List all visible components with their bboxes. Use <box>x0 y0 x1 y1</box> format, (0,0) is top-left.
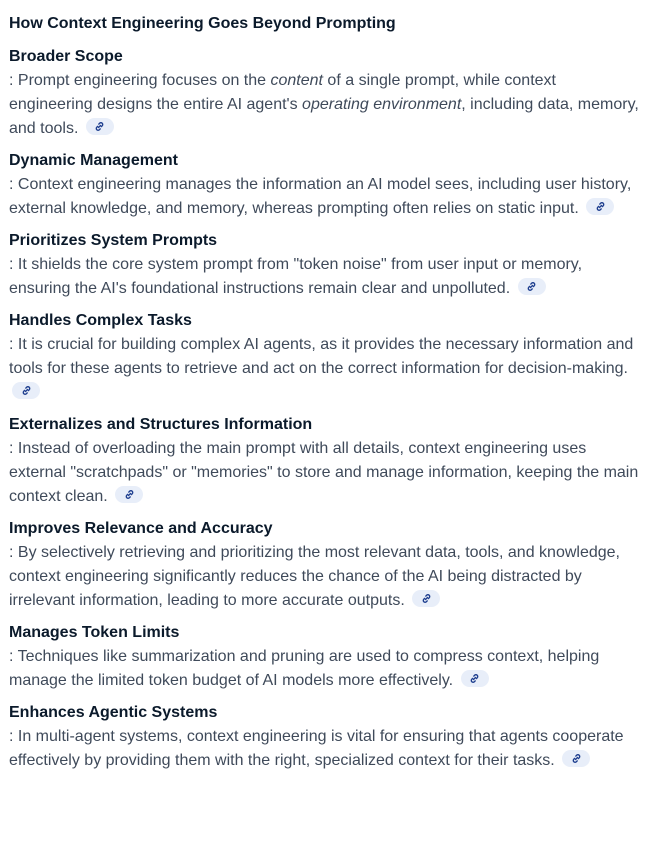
item-list <box>9 45 641 773</box>
link-icon <box>124 489 135 500</box>
body-text: , including data, memory, and tools. <box>9 96 639 137</box>
item-heading: Externalizes and Structures Information <box>9 416 313 433</box>
item-heading: Dynamic Management <box>9 152 178 169</box>
citation-link-button[interactable] <box>518 278 546 295</box>
body-text: of a single prompt, while context engineering designs the entire AI agent's <box>9 72 556 113</box>
list-item <box>9 45 641 141</box>
body-text: : Context engineering manages the information an AI model sees, including user history, external knowledge, and memory, whereas prompting often relies on static input. <box>9 176 632 217</box>
citation-link-button[interactable] <box>86 118 114 135</box>
emphasized-text: content <box>270 72 323 89</box>
citation-link-button[interactable] <box>412 590 440 607</box>
list-item <box>9 701 641 773</box>
list-item <box>9 517 641 613</box>
list-item <box>9 149 641 221</box>
item-heading: Manages Token Limits <box>9 624 180 641</box>
item-description <box>9 645 641 693</box>
body-text: : Prompt engineering focuses on the <box>9 72 271 89</box>
item-heading: Improves Relevance and Accuracy <box>9 520 273 537</box>
list-item <box>9 621 641 693</box>
list-item <box>9 309 641 405</box>
link-icon <box>469 673 480 684</box>
citation-link-button[interactable] <box>115 486 143 503</box>
item-description <box>9 253 641 301</box>
item-heading: Broader Scope <box>9 48 123 65</box>
item-heading: Prioritizes System Prompts <box>9 232 218 249</box>
item-description <box>9 725 641 773</box>
item-heading: Handles Complex Tasks <box>9 312 192 329</box>
body-text: : It shields the core system prompt from "token noise" from user input or memory, ensuring the AI's foundational instructions remain clear and unpolluted. <box>9 256 583 297</box>
link-icon <box>526 281 537 292</box>
item-description <box>9 541 641 613</box>
citation-link-button[interactable] <box>586 198 614 215</box>
item-description <box>9 437 641 509</box>
body-text: : It is crucial for building complex AI agents, as it provides the necessary information and tools for these agents to retrieve and act on the correct information for decision-making. <box>9 336 634 377</box>
citation-link-button[interactable] <box>12 382 40 399</box>
page-title: How Context Engineering Goes Beyond Prompting <box>9 15 396 32</box>
answer-content <box>0 14 650 773</box>
emphasized-text: operating environment <box>302 96 462 113</box>
item-heading: Enhances Agentic Systems <box>9 704 218 721</box>
body-text: : By selectively retrieving and prioritizing the most relevant data, tools, and knowledge, context engineering significantly reduces the chance of the AI being distracted by irrelevant information, leading to more accurate outputs. <box>9 544 620 609</box>
body-text: : Techniques like summarization and pruning are used to compress context, helping manage the limited token budget of AI models more effectively. <box>9 648 600 689</box>
list-item <box>9 229 641 301</box>
item-description <box>9 173 641 221</box>
link-icon <box>595 201 606 212</box>
link-icon <box>421 593 432 604</box>
body-text: : In multi-agent systems, context engineering is vital for ensuring that agents cooperate effectively by providing them with the right, specialized context for their tasks. <box>9 728 624 769</box>
item-description <box>9 333 641 405</box>
link-icon <box>21 385 32 396</box>
link-icon <box>571 753 582 764</box>
item-description <box>9 69 641 141</box>
body-text: : Instead of overloading the main prompt with all details, context engineering uses external "scratchpads" or "memories" to store and manage information, keeping the main context clean. <box>9 440 639 505</box>
citation-link-button[interactable] <box>461 670 489 687</box>
link-icon <box>94 121 105 132</box>
list-item <box>9 413 641 509</box>
citation-link-button[interactable] <box>562 750 590 767</box>
